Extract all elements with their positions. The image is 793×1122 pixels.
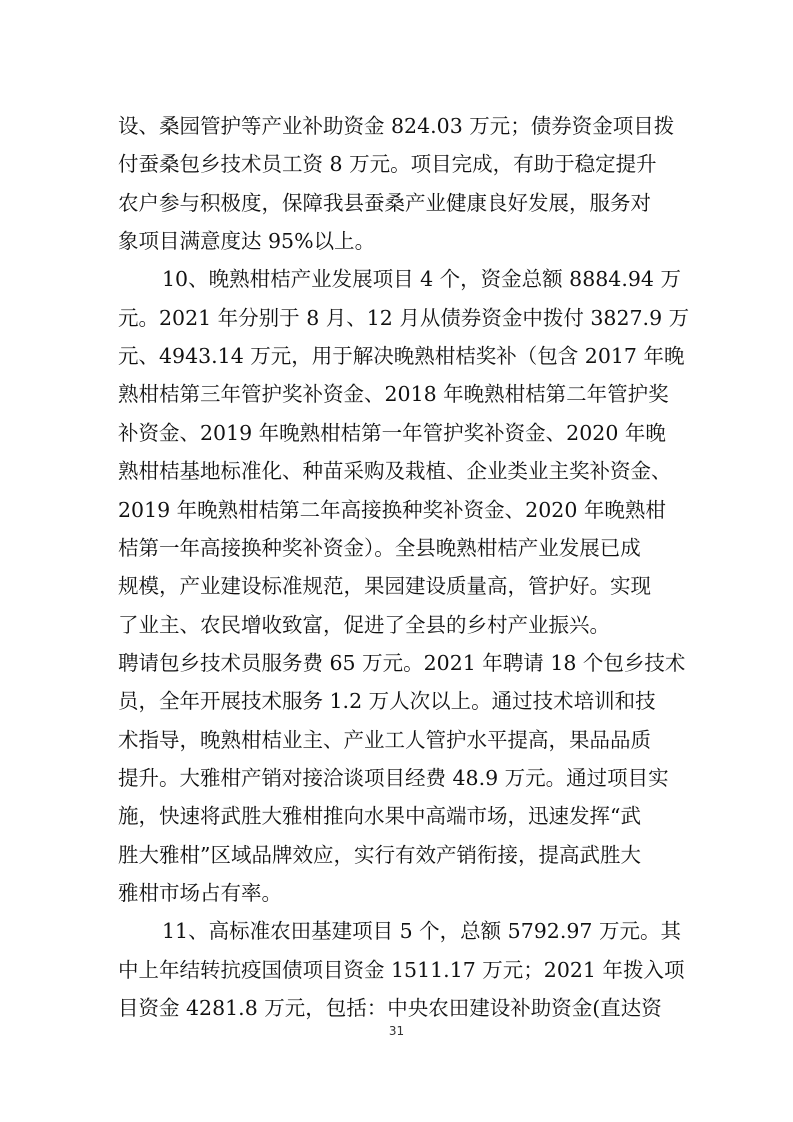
text-line: 规模，产业建设标准规范，果园建设质量高，管护好。实现 [118, 574, 651, 598]
text-line: 元、4943.14 万元，用于解决晚熟柑桔奖补（包含 2017 年晚 [118, 344, 685, 368]
text-line: 熟柑桔基地标准化、种苗采购及栽植、企业类业主奖补资金、 [118, 459, 672, 483]
text-line: 中上年结转抗疫国债项目资金 1511.17 万元；2021 年拨入项 [118, 958, 685, 982]
text-line: 雅柑市场占有率。 [118, 881, 282, 905]
text-line: 元。2021 年分别于 8 月、12 月从债券资金中拨付 3827.9 万 [118, 306, 690, 330]
text-line: 提升。大雅柑产销对接洽谈项目经费 48.9 万元。通过项目实 [118, 766, 669, 790]
text-line: 术指导，晚熟柑桔业主、产业工人管护水平提高，果品品质 [118, 728, 651, 752]
text-line: 付蚕桑包乡技术员工资 8 万元。项目完成，有助于稳定提升 [118, 152, 657, 176]
text-line: 熟柑桔第三年管护奖补资金、2018 年晚熟柑桔第二年管护奖 [118, 382, 669, 406]
text-line: 补资金、2019 年晚熟柑桔第一年管护奖补资金、2020 年晚 [118, 421, 666, 445]
text-line: 目资金 4281.8 万元，包括：中央农田建设补助资金(直达资 [118, 996, 662, 1020]
text-line: 胜大雅柑”区域品牌效应，实行有效产销衔接，提高武胜大 [118, 843, 641, 867]
text-line: 象项目满意度达 95%以上。 [118, 229, 376, 253]
text-line: 2019 年晚熟柑桔第二年高接换种奖补资金、2020 年晚熟柑 [118, 498, 666, 522]
text-line: 设、桑园管护等产业补助资金 824.03 万元；债券资金项目拨 [118, 114, 675, 138]
page-number: 31 [388, 1024, 405, 1038]
paragraph-first-line: 10、晚熟柑桔产业发展项目 4 个，资金总额 8884.94 万 [162, 267, 681, 291]
text-line: 员，全年开展技术服务 1.2 万人次以上。通过技术培训和技 [118, 689, 656, 713]
text-line: 桔第一年高接换种奖补资金）。全县晚熟柑桔产业发展已成 [118, 536, 641, 560]
text-line: 了业主、农民增收致富，促进了全县的乡村产业振兴。 [118, 613, 610, 637]
text-line: 聘请包乡技术员服务费 65 万元。2021 年聘请 18 个包乡技术 [118, 651, 686, 675]
text-line: 农户参与积极度，保障我县蚕桑产业健康良好发展，服务对 [118, 191, 651, 215]
text-line: 施，快速将武胜大雅柑推向水果中高端市场，迅速发挥“武 [118, 804, 641, 828]
paragraph-first-line: 11、高标准农田基建项目 5 个，总额 5792.97 万元。其 [162, 919, 681, 943]
